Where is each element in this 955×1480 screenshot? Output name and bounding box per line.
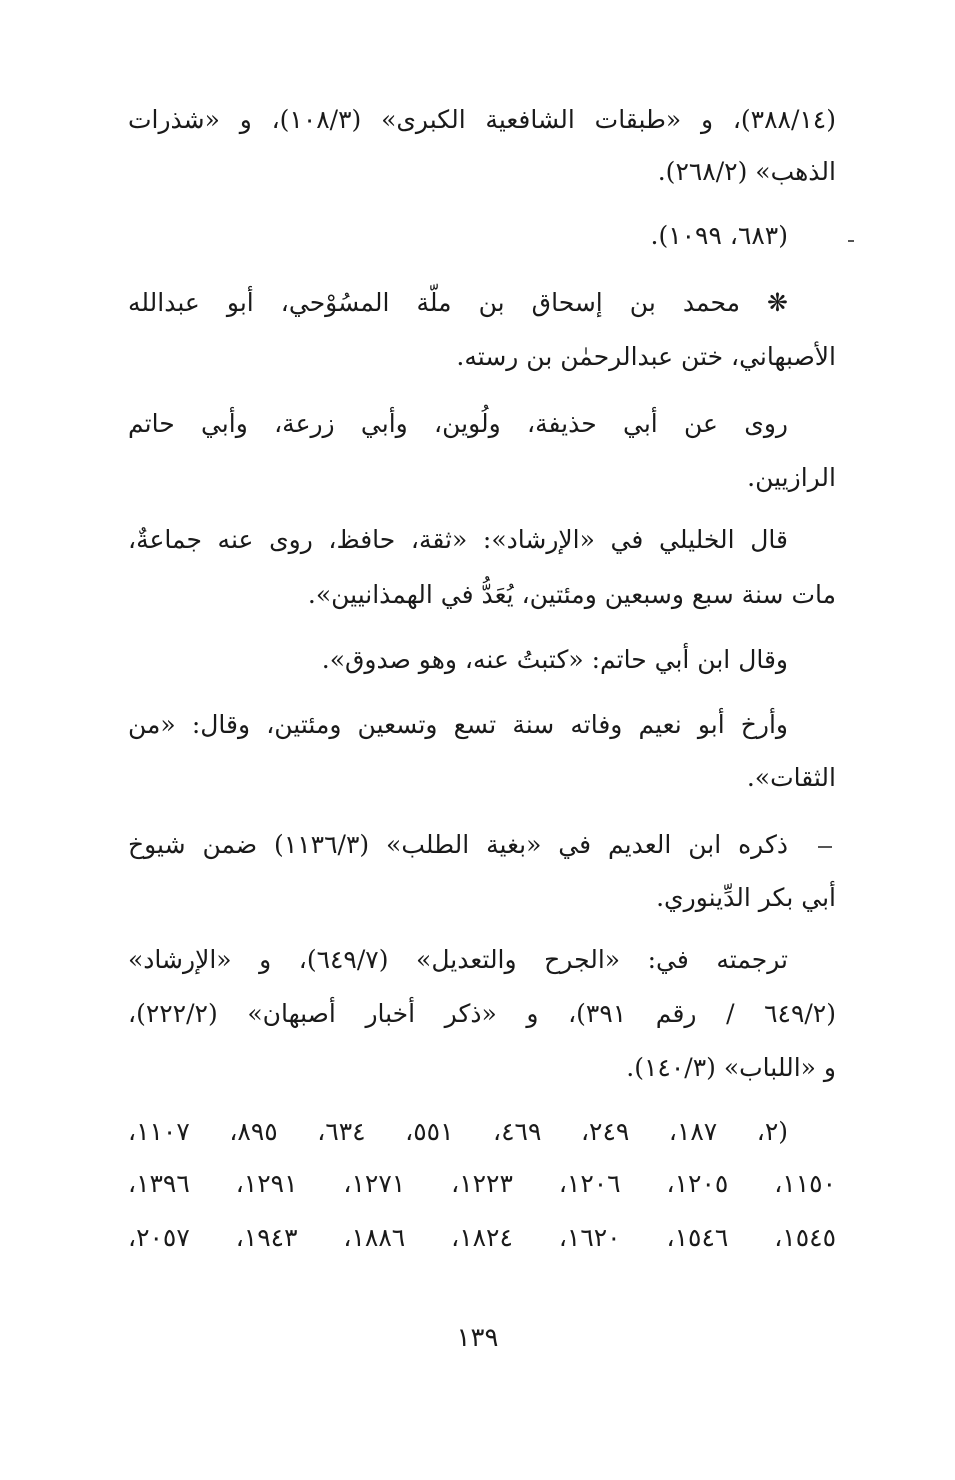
scan-speck (848, 240, 854, 242)
text-line: أبي بكر الدِّينوري. (656, 883, 836, 912)
text-line: الأصبهاني، ختن عبدالرحمٰن بن رسته. (456, 342, 836, 371)
text-line: قال الخليلي في «الإرشاد»: «ثقة، حافظ، روى عنه جماعةٌ، (128, 525, 788, 554)
index-numbers-line: (٢، ١٨٧، ٢٤٩، ٤٦٩، ٥٥١، ٦٣٤، ٨٩٥، ١١٠٧، (128, 1117, 789, 1146)
text-line: وأرخ أبو نعيم وفاته سنة تسع وتسعين ومئتين، وقال: «من (128, 710, 788, 739)
text-line: (٦٨٣، ١٠٩٩). (650, 221, 788, 250)
text-line: وقال ابن أبي حاتم: «كتبتُ عنه، وهو صدوق». (321, 645, 788, 674)
index-numbers-line: ١٥٤٥، ١٥٤٦، ١٦٢٠، ١٨٢٤، ١٨٨٦، ١٩٤٣، ٢٠٥٧، (128, 1223, 836, 1252)
text-line: ترجمته في: «الجرح والتعديل» (٦٤٩/٧)، و «الإرشاد» (128, 945, 788, 974)
text-line: و «اللباب» (١٤٠/٣). (626, 1053, 836, 1082)
text-line: (٣٨٨/١٤)، و «طبقات الشافعية الكبرى» (١٠٨/٣)، و «شذرات (128, 105, 836, 134)
text-line: مات سنة سبع وسبعين ومئتين، يُعَدُّ في الهمذانيين». (307, 580, 836, 609)
index-numbers-line: ١١٥٠، ١٢٠٥، ١٢٠٦، ١٢٢٣، ١٢٧١، ١٢٩١، ١٣٩٦، (128, 1169, 836, 1198)
text-line: (٦٤٩/٢ / رقم ٣٩١)، و «ذكر أخبار أصبهان» (٢٢٢/٢)، (128, 999, 836, 1028)
text-line: روى عن أبي حذيفة، ولُوين، وأبي زرعة، وأبي حاتم (128, 409, 788, 438)
scan-speck (818, 846, 832, 848)
page-number: ١٣٩ (456, 1323, 499, 1353)
entry-heading-line: ❋ محمد بن إسحاق بن ملّة المسُوْحي، أبو عبدالله (128, 288, 788, 317)
text-line: الذهب» (٢٦٨/٢). (657, 157, 836, 186)
text-line: الثقات». (746, 763, 836, 792)
text-line: الرازيين. (747, 463, 836, 492)
text-line: ذكره ابن العديم في «بغية الطلب» (١١٣٦/٣) ضمن شيوخ (128, 830, 788, 859)
